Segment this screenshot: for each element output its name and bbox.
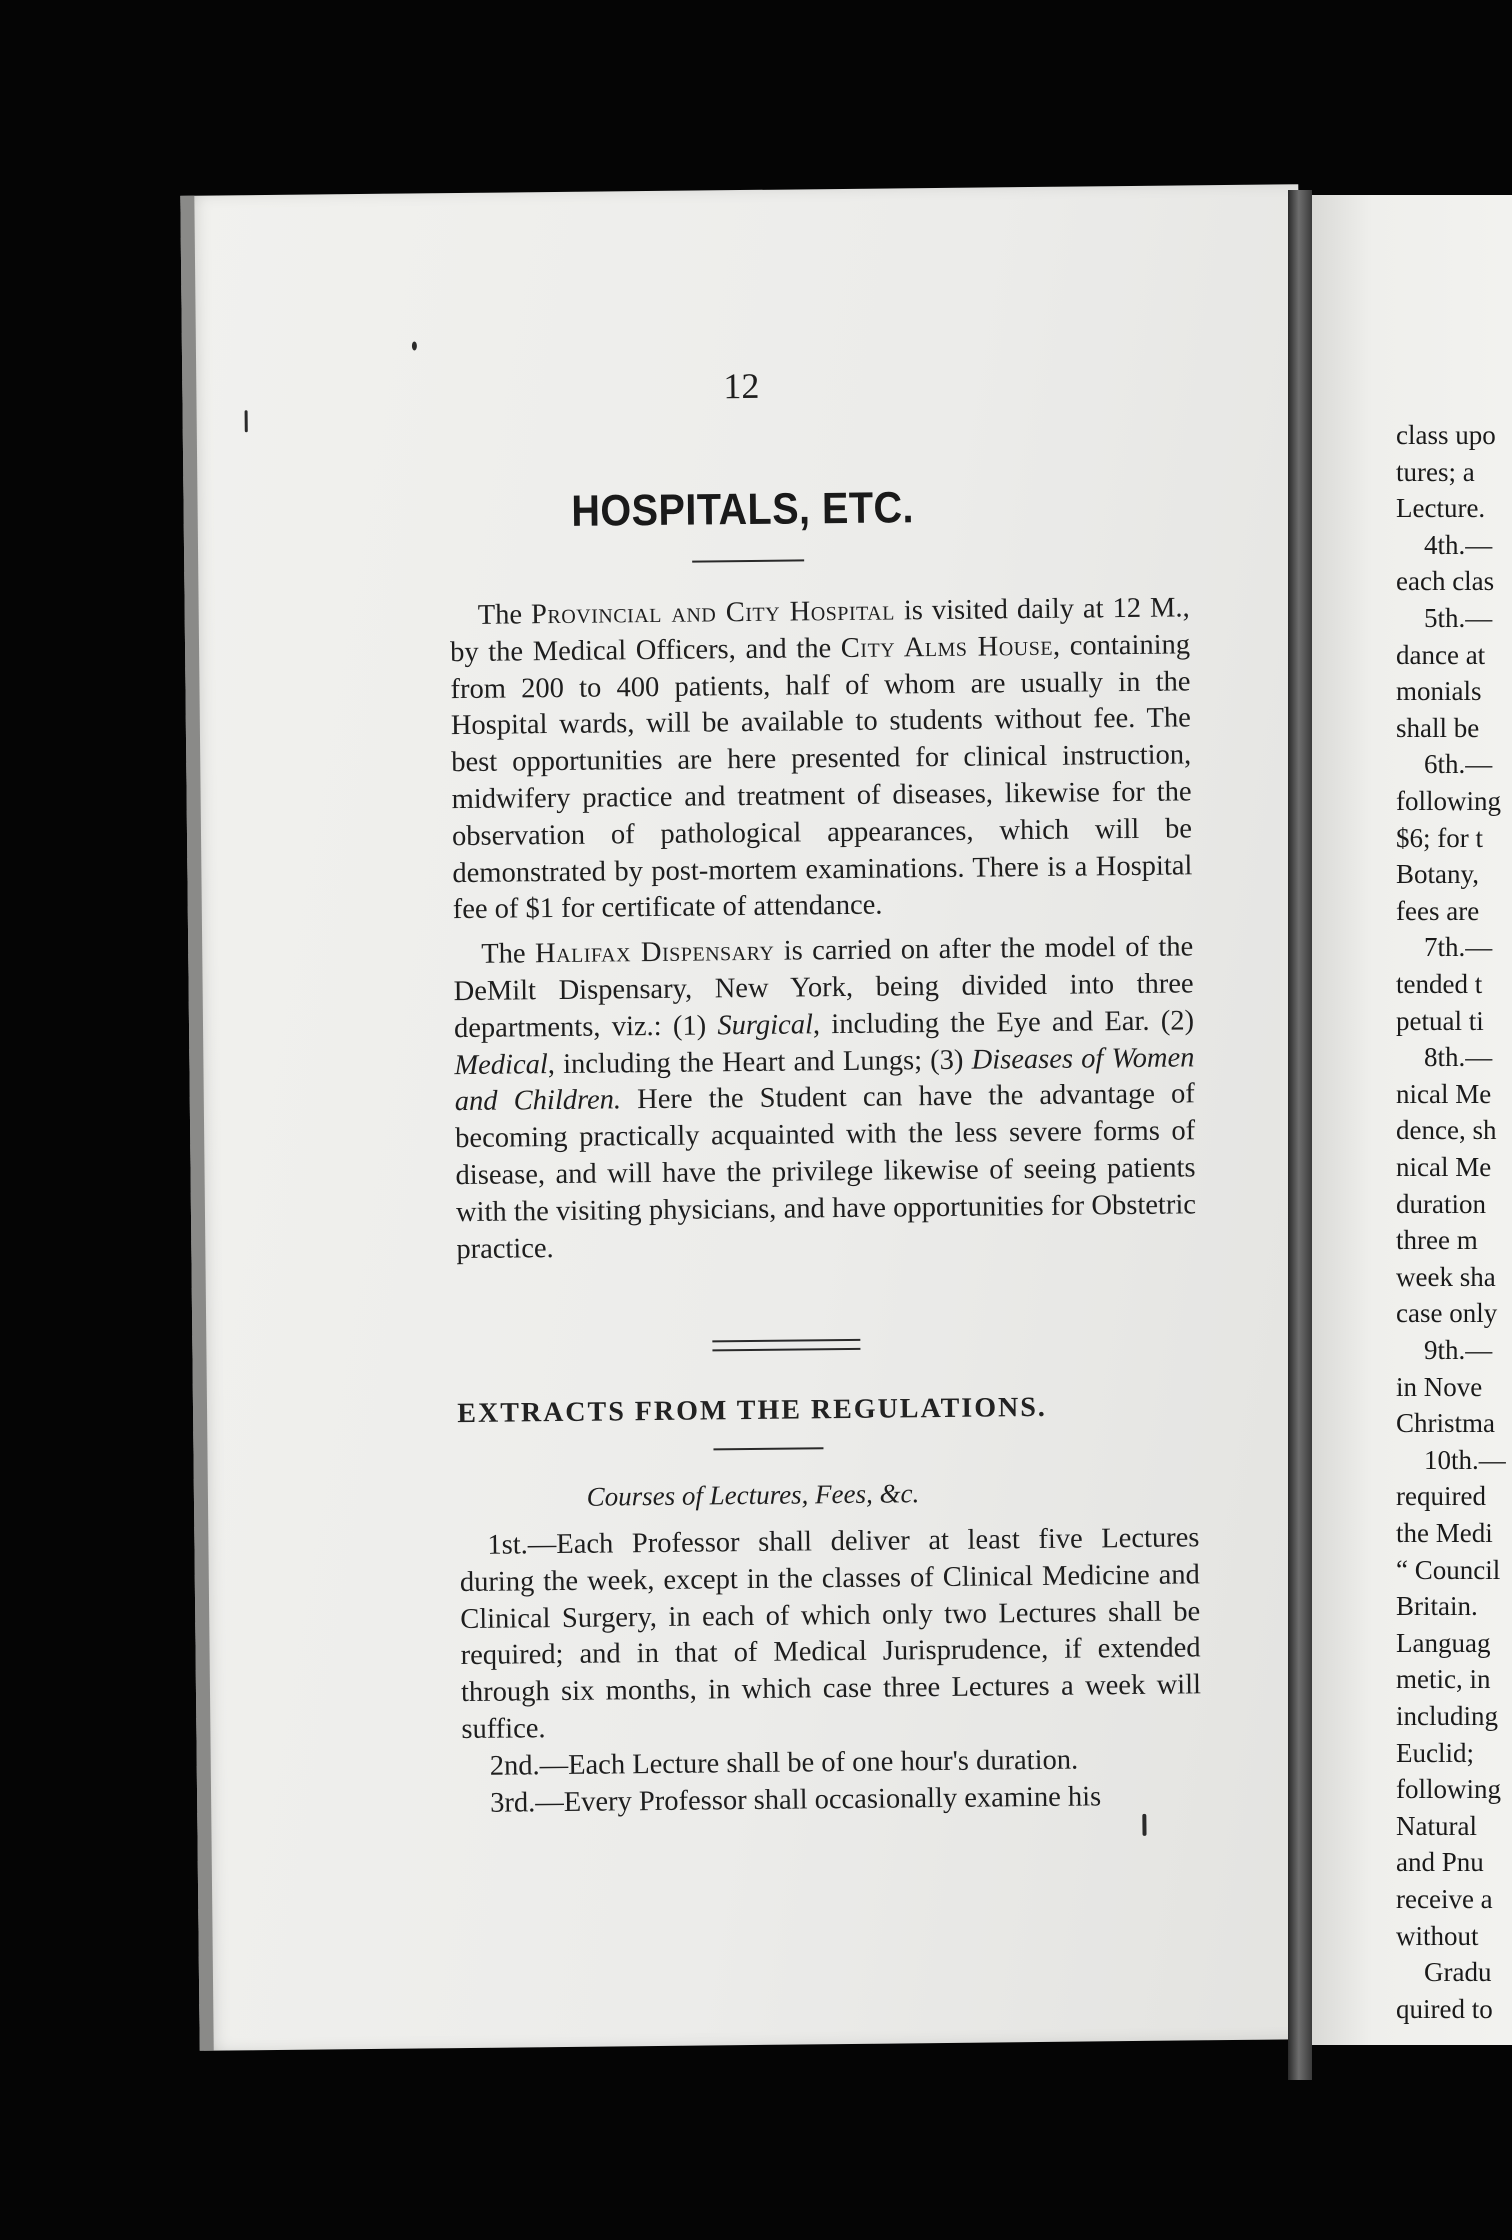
surgical-dept: Surgical [717,1009,814,1042]
facing-page-line: including [1396,1701,1498,1731]
facing-page-line: Botany, [1396,859,1479,890]
facing-page-line: following [1396,1774,1501,1805]
facing-page-line: petual ti [1396,1005,1484,1036]
facing-page-line: 5th.— [1424,603,1493,633]
facing-page-line: shall be [1396,712,1480,743]
facing-page-line: Britain. [1396,1591,1478,1622]
facing-page-line: dance at [1396,639,1486,670]
subheading: Courses of Lectures, Fees, &c. [586,1478,920,1512]
facing-page-line: Lecture. [1396,493,1486,524]
section-title: EXTRACTS FROM THE REGULATIONS. [457,1391,1047,1430]
ink-speck [1142,1814,1146,1836]
facing-page-line: tures; a [1396,456,1475,487]
hospitals-text [450,590,1197,1268]
facing-page-line: receive a [1396,1884,1493,1914]
page-title: HOSPITALS, ETC. [571,483,915,536]
facing-page-line: metic, in [1396,1664,1491,1695]
ink-speck [412,341,417,350]
facing-page-line: monials [1396,676,1482,707]
facing-page-line: nical Me [1396,1152,1492,1182]
ink-speck [245,410,248,432]
facing-page-line: 8th.— [1424,1042,1493,1073]
facing-page-line: 7th.— [1424,932,1493,963]
facing-page-line: Gradu [1424,1957,1492,1988]
page-number: 12 [723,365,760,407]
facing-page-line: Natural [1396,1810,1477,1841]
facing-page-line: following [1396,786,1501,816]
regulation-2: 2nd.—Each Lecture shall be of one hour's duration. [489,1744,1079,1782]
facing-page-line: 10th.— [1424,1444,1506,1475]
facing-page-line: class upo [1396,420,1496,450]
paragraph1-lead: The [477,599,532,631]
facing-page-line: Christma [1396,1408,1495,1439]
diseases-dept: Diseases of Women and Children. [454,1041,1195,1118]
facing-page-line: without [1396,1920,1479,1951]
facing-page-line: Euclid; [1396,1737,1474,1768]
facing-page-line: 9th.— [1424,1335,1493,1365]
regulations-text [459,1520,1202,1822]
dispensary-paragraph [453,930,1196,1269]
dispensary-name: Halifax Dispensary [534,935,775,970]
paragraph2-lead: The [481,938,536,970]
paragraph2-part2: , including the Eye and Ear. (2) [812,1005,1195,1041]
facing-page-line: and Pnu [1396,1847,1484,1878]
facing-page-line: duration [1396,1188,1486,1219]
regulation-3: 3rd.—Every Professor shall occasionally examine his [490,1780,1102,1819]
hospital-paragraph [450,590,1193,929]
facing-page-line: week sha [1396,1261,1496,1292]
paragraph2-part4: Here the Student can have the advantage of becoming practically acquainted with the less severe forms of disease, and will have the privilege likewise of seeing patients with the visiting physicians, and have opportunities for Obstetric practice. [455,1078,1197,1265]
paragraph2-part1: is carried on after the model of the DeMilt Dispensary, New York, being divided into three departments, viz.: (1) [453,931,1194,1044]
facing-page-line: 6th.— [1424,749,1493,780]
section-rule [713,1447,823,1450]
book-page [180,184,1317,2051]
book-gutter [1288,190,1312,2080]
medical-dept: Medical [454,1048,548,1081]
facing-page-line: Languag [1396,1627,1491,1658]
title-rule [692,559,804,562]
facing-page-line: the Medi [1396,1518,1493,1548]
facing-page-line: three m [1396,1225,1478,1256]
section-divider [712,1339,860,1352]
facing-page-line: 4th.— [1424,529,1493,560]
facing-page-line: $6; for t [1396,822,1483,853]
facing-page-line: dence, sh [1396,1115,1497,1146]
facing-page-line: case only [1396,1298,1498,1329]
facing-page-line: fees are [1396,895,1480,926]
facing-page-line: required [1396,1481,1486,1512]
facing-page-line: tended t [1396,969,1483,999]
facing-page-line: each clas [1396,566,1495,597]
facing-page-line: in Nove [1396,1371,1483,1402]
paragraph1-part1: is visited daily at 12 M., by the Medical Officers, and the [449,592,1190,668]
facing-page-line: nical Me [1396,1078,1492,1109]
paragraph1-part2: , containing from 200 to 400 patients, half of whom are usually in the Hospital wards, will be available to students without fee. The best opportunities are here presented for clinical instruction, midwifery practice and treatment of diseases, likewise for the observation of pathological appearances, which will be demonstrated by post-mortem examinations. There is a Hospital fee of $1 for certificate of attendance. [450,629,1193,926]
facing-page-line: “ Council [1396,1554,1501,1585]
paragraph2-part3: , including the Heart and Lungs; (3) [547,1044,972,1080]
facing-page-line: quired to [1396,1993,1493,2024]
alms-house-name: City Alms House [840,630,1054,664]
facing-page [1312,195,1512,2045]
hospital-name: Provincial and City Hospital [530,595,896,631]
regulation-1: 1st.—Each Professor shall deliver at least five Lectures during the week, except in the classes of Clinical Medicine and Clinical Surgery, in each of which only two Lectures shall be required; and in that of Medical Jurisprudence, if extended through six months, in which case three Lectures a week will suffice. [459,1522,1202,1746]
